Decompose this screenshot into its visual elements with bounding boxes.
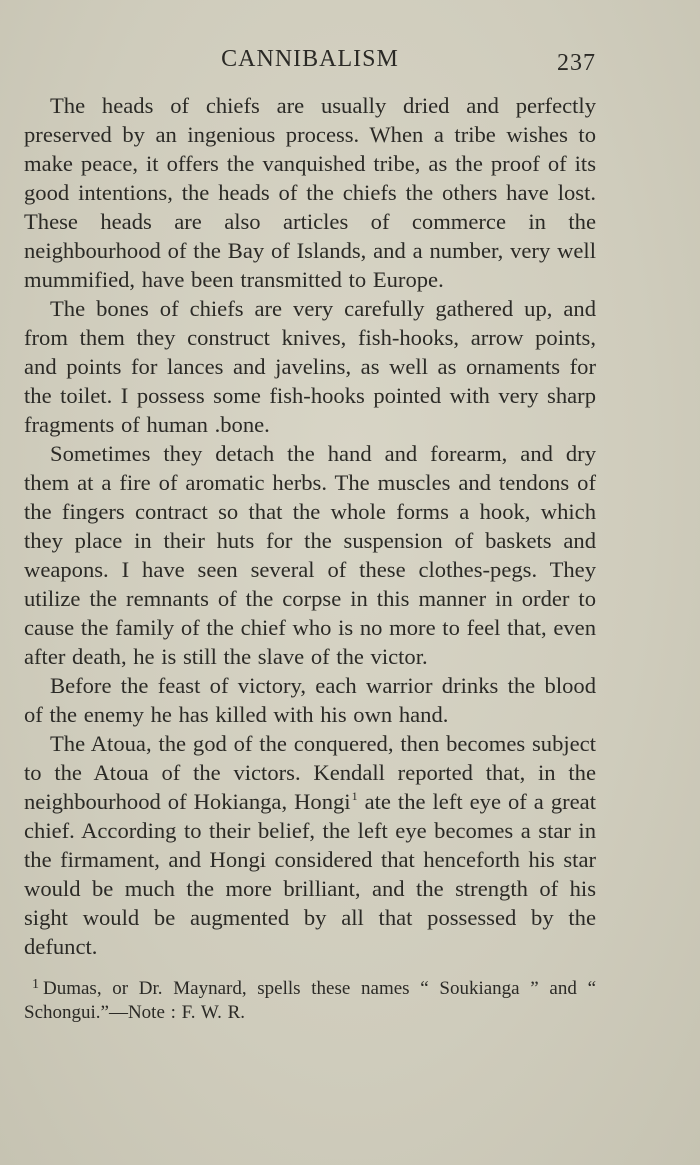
footnote-reference: 1: [351, 789, 358, 803]
page-number: 237: [557, 50, 596, 76]
running-title: CANNIBALISM: [221, 46, 399, 72]
footnote-text: Dumas, or Dr. Maynard, spells these names “ Soukianga ” and “ Schongui.”—Note : F. W. R.: [24, 978, 596, 1023]
paragraph-feast: Before the feast of victory, each warrior drinks the blood of the enemy he has killed with his own hand.: [24, 673, 596, 727]
footnote-marker: 1: [32, 977, 39, 992]
page-header: [24, 44, 596, 84]
paragraph-atoua-text-a: The Atoua, the god of the conquered, then becomes subject to the Atoua of the victors. Kendall reported that, in the neighbourhood of Hokianga, Hongi: [24, 731, 596, 814]
body-text: [24, 91, 596, 961]
paragraph-heads: The heads of chiefs are usually dried and perfectly preserved by an ingenious process. When a tribe wishes to make peace, it offers the vanquished tribe, as the proof of its good intentions, the heads of the chiefs the others have lost. These heads are also articles of commerce in the neighbourhood of the Bay of Islands, and a number, very well mummified, have been transmitted to Europe.: [24, 93, 596, 292]
paragraph-bones: The bones of chiefs are very carefully gathered up, and from them they construct knives, fish-hooks, arrow points, and points for lances and javelins, as well as ornaments for the toilet. I possess some fish-hooks pointed with very sharp fragments of human .bone.: [24, 296, 596, 437]
paragraph-hand: Sometimes they detach the hand and forearm, and dry them at a fire of aromatic herbs. The muscles and tendons of the fingers contract so that the whole forms a hook, which they place in their huts for the suspension of baskets and weapons. I have seen several of these clothes-pegs. They utilize the remnants of the corpse in this manner in order to cause the family of the chief who is no more to feel that, even after death, he is still the slave of the victor.: [24, 441, 596, 669]
paragraph-atoua: [24, 729, 596, 961]
book-page: [24, 44, 596, 1025]
footnote: [24, 977, 596, 1025]
paragraph-atoua-text-b: ate the left eye of a great chief. According to their belief, the left eye becomes a star in the firmament, and Hongi considered that henceforth his star would be much the more brilliant, and the strength of his sight would be augmented by all that possessed by the defunct.: [24, 789, 596, 959]
